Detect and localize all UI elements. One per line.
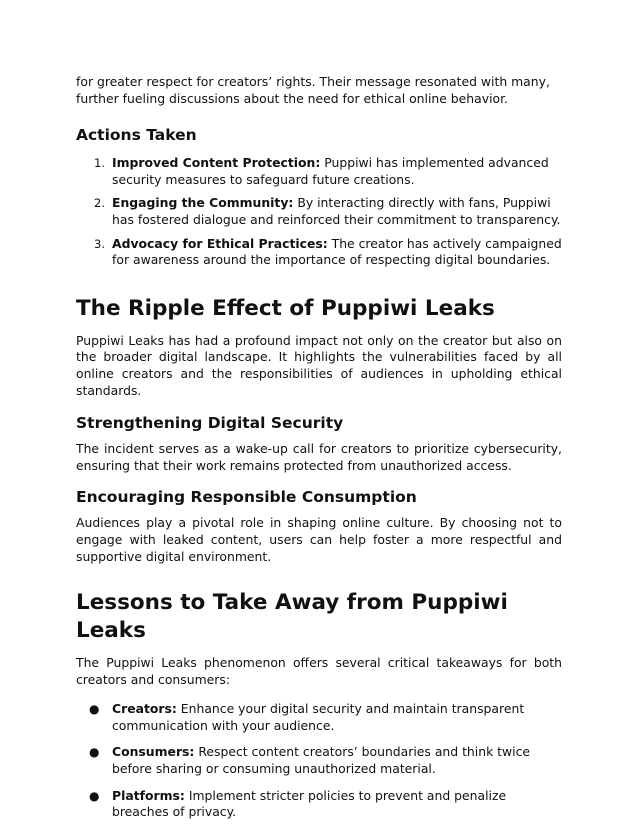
digital-security-paragraph: The incident serves as a wake-up call for creators to prioritize cybersecurity, ensuring that their work remains protected from unauthorized access.: [76, 441, 562, 473]
lessons-paragraph: The Puppiwi Leaks phenomenon offers several critical takeaways for both creators and consumers:: [76, 655, 562, 687]
list-item-text: Implement stricter policies to prevent and penalize breaches of privacy.: [112, 787, 507, 820]
list-item-text: Respect content creators’ boundaries and think twice before sharing or consuming unauthorized material.: [112, 744, 531, 777]
list-item-title: Advocacy for Ethical Practices:: [112, 235, 328, 251]
ripple-effect-heading: The Ripple Effect of Puppiwi Leaks: [76, 295, 495, 321]
list-item-title: Improved Content Protection:: [112, 155, 321, 171]
digital-security-heading: Strengthening Digital Security: [76, 414, 344, 433]
list-item-title: Consumers:: [112, 744, 195, 760]
list-item: [76, 788, 562, 821]
ripple-effect-paragraph: Puppiwi Leaks has had a profound impact not only on the creator but also on the broader digital landscape. It highlights the vulnerabilities faced by all online creators and the responsibilities of audiences in upholding ethical standards.: [76, 332, 562, 398]
intro-paragraph: for greater respect for creators’ rights. Their message resonated with many, further fueling discussions about the need for ethical online behavior.: [76, 74, 550, 106]
list-item: [76, 195, 562, 228]
list-item-title: Engaging the Community:: [112, 195, 294, 211]
list-number: 2.: [94, 196, 105, 211]
bullet-icon: ●: [89, 745, 100, 760]
list-item: [76, 701, 562, 734]
actions-taken-heading: Actions Taken: [76, 126, 197, 145]
list-item: [76, 155, 562, 188]
lessons-list: [76, 701, 562, 821]
list-number: 1.: [94, 156, 105, 171]
list-item-title: Platforms:: [112, 787, 185, 803]
list-item: [76, 744, 562, 777]
list-item-text: Puppiwi has implemented advanced security measures to safeguard future creations.: [112, 155, 549, 187]
bullet-icon: ●: [89, 788, 100, 803]
document-page: [76, 74, 562, 821]
list-number: 3.: [94, 236, 105, 251]
actions-list: [76, 155, 562, 269]
bullet-icon: ●: [89, 702, 100, 717]
lessons-heading: Lessons to Take Away from Puppiwi Leaks: [76, 590, 508, 644]
responsible-consumption-heading: Encouraging Responsible Consumption: [76, 488, 417, 507]
list-item-title: Creators:: [112, 701, 177, 717]
responsible-consumption-paragraph: Audiences play a pivotal role in shaping online culture. By choosing not to engage with leaked content, users can help foster a more respectful and supportive digital environment.: [76, 515, 562, 564]
list-item-text: The creator has actively campaigned for awareness around the importance of respecting digital boundaries.: [112, 235, 562, 268]
list-item-text: By interacting directly with fans, Puppiwi has fostered dialogue and reinforced their commitment to transparency.: [112, 195, 561, 227]
list-item-text: Enhance your digital security and maintain transparent communication with your audience.: [112, 701, 525, 733]
list-item: [76, 236, 562, 269]
